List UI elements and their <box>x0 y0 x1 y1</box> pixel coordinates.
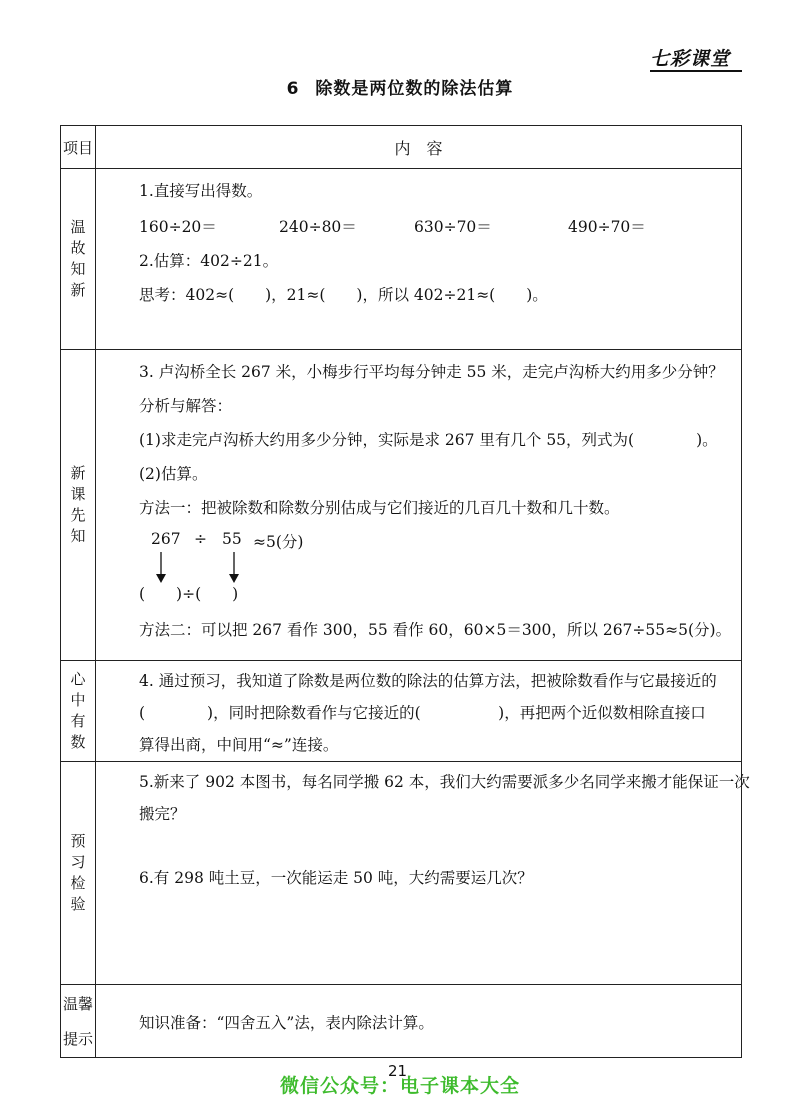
section-label-new: 新课先知 <box>61 350 96 661</box>
question-2-think: 思考：402≈( )，21≈( )，所以 402÷21≈( )。 <box>139 286 548 304</box>
watermark: 微信公众号：电子课本大全 <box>279 1075 520 1097</box>
question-4-line-1: 4. 通过预习，我知道了除数是两位数的除法的估算方法，把被除数看作与它最接近的 <box>139 672 717 690</box>
section-content-review <box>96 169 742 350</box>
diagram-arrows <box>151 550 261 586</box>
section-tips <box>61 985 742 1058</box>
section-label-check: 预习检验 <box>61 762 96 985</box>
section-content-tips <box>96 985 742 1058</box>
method-1: 方法一：把被除数和除数分别估成与它们接近的几百几十数和几十数。 <box>139 499 620 517</box>
header-content-label: 内 容 <box>394 138 443 158</box>
page-number: 21 <box>388 1062 408 1080</box>
diagram-dividend: 267 <box>151 530 181 548</box>
q1-item-4: 490÷70＝ <box>568 218 646 236</box>
lesson-number: 6 <box>286 79 300 99</box>
diagram-divisor: 55 <box>222 530 242 548</box>
section-mind <box>61 661 742 762</box>
worksheet-table <box>60 125 750 1058</box>
analysis-heading: 分析与解答： <box>139 397 233 415</box>
section-review <box>61 169 742 350</box>
section-label-mind: 心中有数 <box>61 661 96 762</box>
diagram-result: ≈5(分) <box>253 533 304 551</box>
part-2: (2)估算。 <box>139 465 208 483</box>
method-2: 方法二：可以把 267 看作 300，55 看作 60，60×5＝300，所以 267÷55≈5(分)。 <box>139 621 732 639</box>
section-content-check <box>96 762 750 985</box>
table-header-row <box>61 126 742 169</box>
q1-item-2: 240÷80＝ <box>279 218 357 236</box>
question-5-line-2: 搬完？ <box>139 805 186 823</box>
tips-text: 知识准备：“四舍五入”法，表内除法计算。 <box>139 1014 434 1032</box>
brand-underline <box>650 70 742 72</box>
page-title <box>0 74 800 99</box>
lesson-title: 除数是两位数的除法估算 <box>315 79 514 99</box>
q1-item-3: 630÷70＝ <box>414 218 492 236</box>
question-2: 2.估算：402÷21。 <box>139 252 279 270</box>
question-6: 6.有 298 吨土豆，一次能运走 50 吨，大约需要运几次？ <box>139 869 533 887</box>
header-content <box>96 126 742 169</box>
section-label-review: 温故知新 <box>61 169 96 350</box>
header-project: 项目 <box>61 126 96 169</box>
section-check <box>61 762 742 985</box>
diagram-divide-sign: ÷ <box>194 530 207 548</box>
question-4-line-2: ( )，同时把除数看作与它接近的( )，再把两个近似数相除直接口 <box>139 704 706 722</box>
question-3: 3. 卢沟桥全长 267 米，小梅步行平均每分钟走 55 米，走完卢沟桥大约用多少分钟？ <box>139 363 724 381</box>
question-5-line-1: 5.新来了 902 本图书，每名同学搬 62 本，我们大约需要派多少名同学来搬才能保证一次 <box>139 773 750 791</box>
question-4-line-3: 算得出商，中间用“≈”连接。 <box>139 736 339 754</box>
question-1: 1.直接写出得数。 <box>139 182 263 200</box>
section-label-tips: 温馨 提示 <box>61 985 96 1058</box>
section-content-new <box>96 350 742 661</box>
part-1: (1)求走完卢沟桥大约用多少分钟，实际是求 267 里有几个 55，列式为( )。 <box>139 431 718 449</box>
diagram-blanks: ( )÷( ) <box>139 585 239 603</box>
brand-logo: 七彩课堂 <box>650 48 731 70</box>
section-new <box>61 350 742 661</box>
section-content-mind <box>96 661 742 762</box>
q1-item-1: 160÷20＝ <box>139 218 217 236</box>
